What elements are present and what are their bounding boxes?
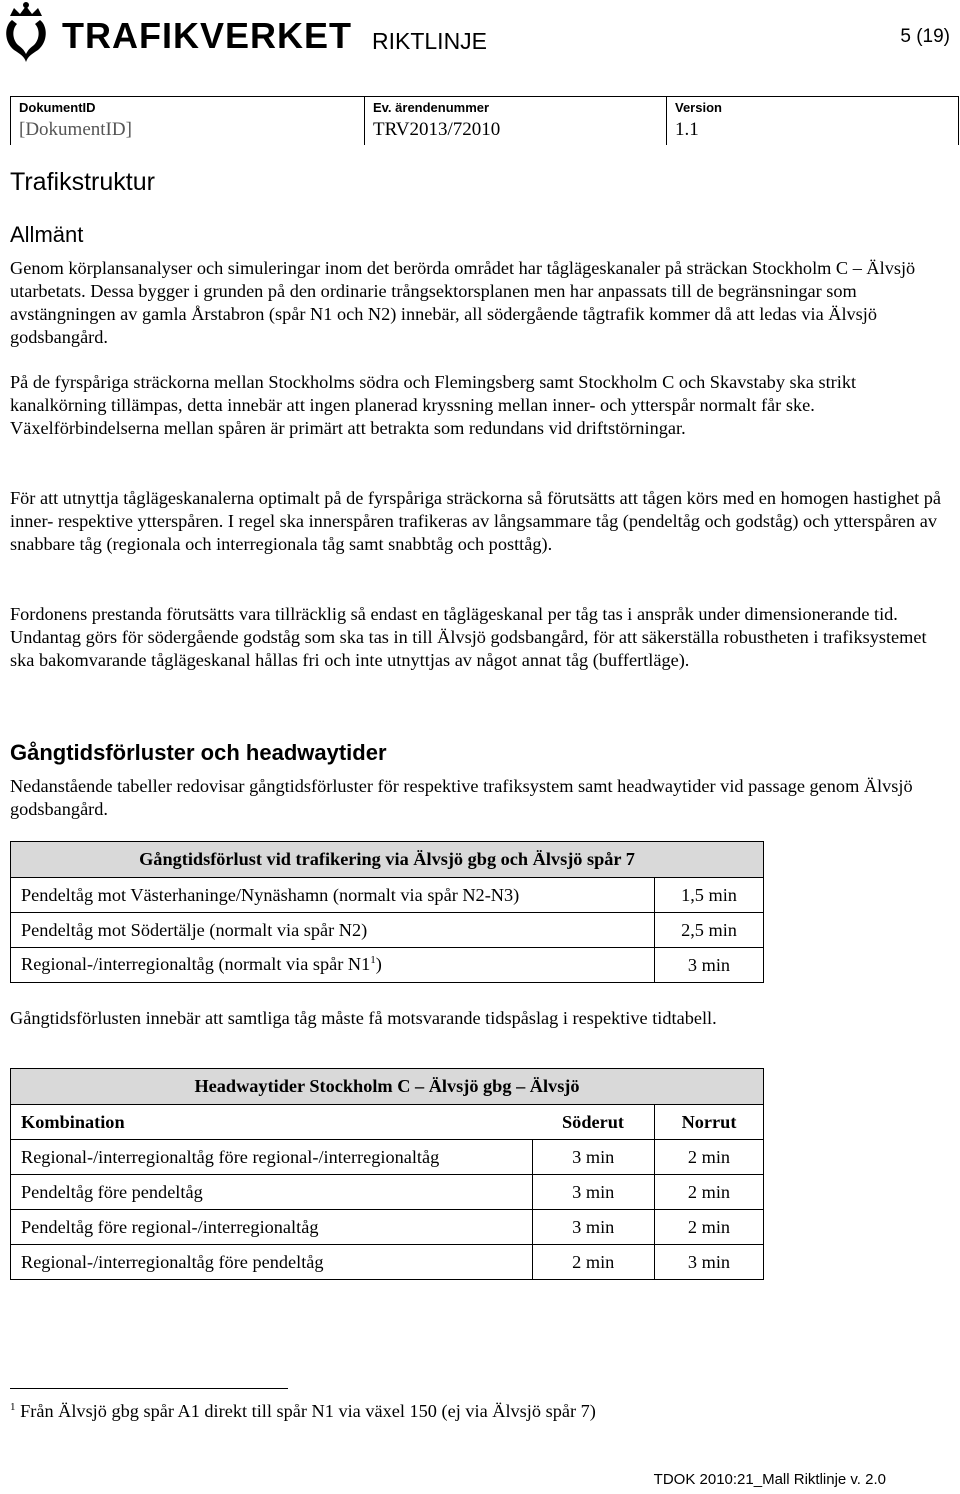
table2-row4-soderut: 2 min	[532, 1245, 655, 1280]
headway-table	[10, 1068, 764, 1280]
document-type: RIKTLINJE	[372, 28, 488, 54]
runtime-loss-table	[10, 841, 764, 983]
table-row	[11, 913, 764, 948]
table2-row1-label: Regional-/interregionaltåg före regional-/interregionaltåg	[11, 1140, 533, 1175]
table2-row1-soderut: 3 min	[532, 1140, 655, 1175]
table-row	[11, 878, 764, 913]
table2-row3-label: Pendeltåg före regional-/interregionaltåg	[11, 1210, 533, 1245]
table2-row1-norrut: 2 min	[655, 1140, 764, 1175]
table1-row1-value: 1,5 min	[655, 878, 764, 913]
subsection-title-gangtid: Gångtidsförluster och headwaytider	[10, 740, 387, 765]
table2-title: Headwaytider Stockholm C – Älvsjö gbg – Älvsjö	[11, 1069, 764, 1105]
section-title: Trafikstruktur	[10, 168, 155, 196]
table-header-row	[11, 1105, 764, 1140]
crown-emblem-icon	[2, 2, 58, 64]
meta-version	[666, 97, 959, 145]
table2-row2-label: Pendeltåg före pendeltåg	[11, 1175, 533, 1210]
table2-row2-soderut: 3 min	[532, 1175, 655, 1210]
trafikverket-logo	[0, 0, 352, 66]
table1-row3-label: Regional-/interregionaltåg (normalt via spår N1	[21, 954, 371, 975]
document-meta-bar	[10, 96, 959, 145]
case-label: Ev. ärendenummer	[373, 100, 490, 115]
table2-row4-norrut: 3 min	[655, 1245, 764, 1280]
paragraph-5: Nedanstående tabeller redovisar gångtidsförluster för respektive trafiksystem samt headwaytider vid passage genom Älvsjö godsbangård.	[10, 776, 913, 819]
footnote-mark: 1	[10, 1401, 16, 1413]
table2-row4-label: Regional-/interregionaltåg före pendeltåg	[11, 1245, 533, 1280]
table-row	[11, 1175, 764, 1210]
paragraph-1: Genom körplansanalyser och simuleringar inom det berörda området har tåglägeskanaler på sträckan Stockholm C – Älvsjö utarbetats. Dessa bygger i grunden på den ordinarie trångsektorsplanen men har anpassats till de begränsningar som avstängningen av gamla Årstabron (spår N1 och N2) innebär, all södergående tågtrafik kommer då att ledas via Älvsjö godsbangård.	[10, 258, 916, 347]
table1-row2-label: Pendeltåg mot Södertälje (normalt via spår N2)	[11, 913, 655, 948]
docid-label: DokumentID	[19, 100, 96, 115]
table1-row1-label: Pendeltåg mot Västerhaninge/Nynäshamn (normalt via spår N2-N3)	[11, 878, 655, 913]
logo-wordmark: TRAFIKVERKET	[62, 15, 352, 56]
template-footer: TDOK 2010:21_Mall Riktlinje v. 2.0	[653, 1471, 886, 1488]
table2-row3-norrut: 2 min	[655, 1210, 764, 1245]
paragraph-3: För att utnyttja tåglägeskanalerna optimalt på de fyrspåriga sträckorna så förutsätts att tågen körs med en homogen hastighet på inner- respektive ytterspåren. I regel ska innerspåren trafikeras av långsammare tåg (pendeltåg och godståg) och ytterspåren av snabbare tåg (regionala och interregionala tåg samt snabbtåg och posttåg).	[10, 488, 942, 554]
table2-row3-soderut: 3 min	[532, 1210, 655, 1245]
meta-docid	[10, 97, 365, 145]
table2-row2-norrut: 2 min	[655, 1175, 764, 1210]
paragraph-2: På de fyrspåriga sträckorna mellan Stockholms södra och Flemingsberg samt Stockholm C och Skavstaby ska strikt kanalkörning tillämpas, detta innebär att ingen planerad kryssning mellan inner- och ytterspår normalt får ske. Växelförbindelserna mellan spåren är primärt att betrakta som redundans vid driftstörningar.	[10, 372, 857, 438]
table1-title: Gångtidsförlust vid trafikering via Älvsjö gbg och Älvsjö spår 7	[11, 842, 764, 878]
table2-header-kombination: Kombination	[11, 1105, 533, 1140]
version-label: Version	[675, 100, 722, 115]
table1-row3-label-end: )	[375, 954, 382, 975]
footnote-ref: 1	[370, 954, 376, 967]
page-number: 5 (19)	[900, 26, 950, 47]
table-row	[11, 948, 764, 983]
table2-header-soderut: Söderut	[532, 1105, 655, 1140]
footnote	[10, 1401, 596, 1422]
footnote-text: Från Älvsjö gbg spår A1 direkt till spår N1 via växel 150 (ej via Älvsjö spår 7)	[15, 1401, 596, 1422]
table1-row3-label-cell	[11, 948, 655, 983]
case-value: TRV2013/72010	[373, 119, 501, 140]
footnote-separator	[10, 1388, 288, 1389]
table1-row3-value: 3 min	[655, 948, 764, 983]
table2-header-norrut: Norrut	[655, 1105, 764, 1140]
table-row	[11, 1245, 764, 1280]
paragraph-6: Gångtidsförlusten innebär att samtliga tåg måste få motsvarande tidspåslag i respektive tidtabell.	[10, 1008, 717, 1028]
table-row	[11, 1140, 764, 1175]
docid-value: [DokumentID]	[19, 119, 132, 140]
table1-row2-value: 2,5 min	[655, 913, 764, 948]
meta-case	[364, 97, 667, 145]
version-value: 1.1	[675, 119, 699, 140]
subsection-title-allmant: Allmänt	[10, 222, 84, 247]
paragraph-4: Fordonens prestanda förutsätts vara tillräcklig så endast en tåglägeskanal per tåg tas i anspråk under dimensionerande tid. Undantag görs för södergående godståg som ska tas in till Älvsjö godsbangård, för att säkerställa robustheten i trafiksystemet ska bakomvarande tåglägeskanal hållas fri och inte utnyttjas av något annat tåg (buffertläge).	[10, 604, 927, 670]
table-row	[11, 1210, 764, 1245]
